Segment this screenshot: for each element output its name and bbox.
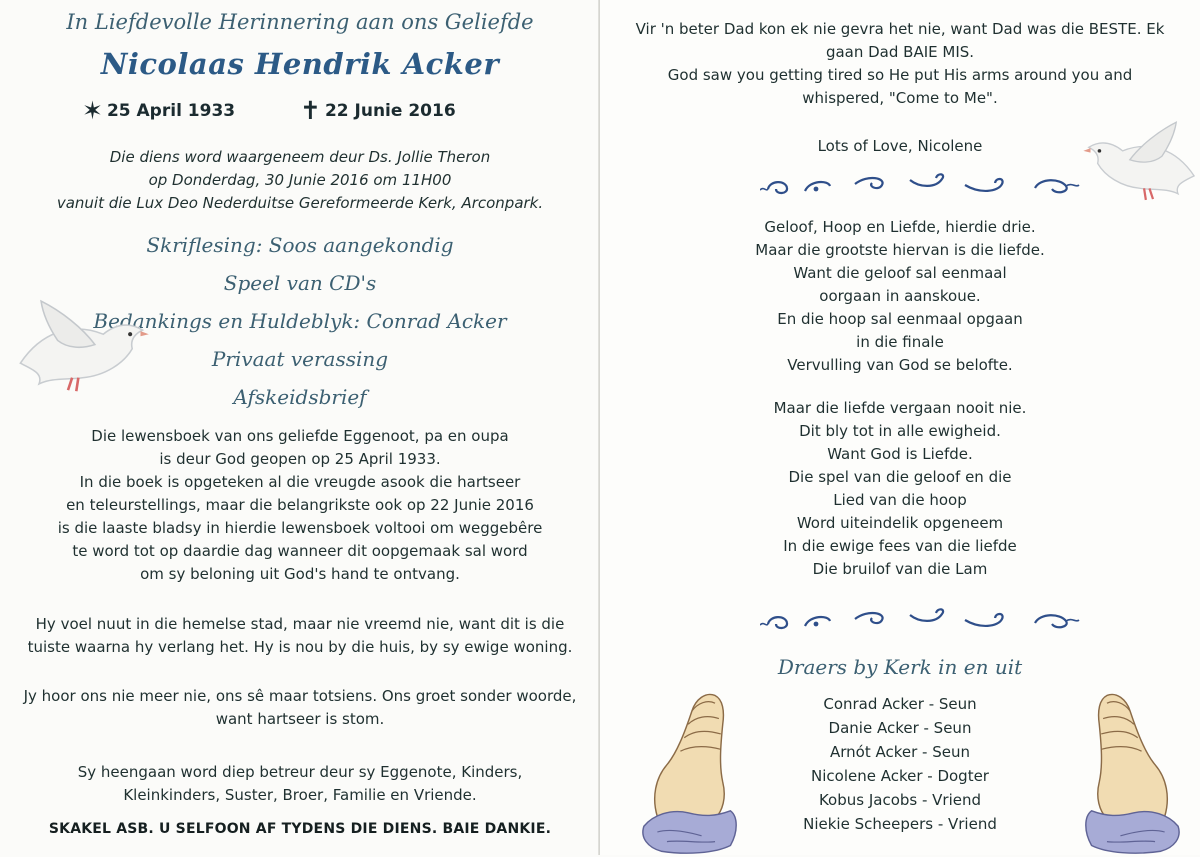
text-line: In die boek is opgeteken al die vreugde asook die hartseer — [79, 473, 521, 491]
cross-icon: ✝ — [300, 96, 321, 125]
program-item: Skriflesing: Soos aangekondig — [146, 233, 454, 257]
bearers-heading: Draers by Kerk in en uit — [777, 655, 1023, 679]
bearer-item: Conrad Acker - Seun — [823, 695, 977, 713]
text-line: te word tot op daardie dag wanneer dit oopgemaak sal word — [72, 542, 528, 560]
swirl-flourish — [760, 172, 1080, 202]
text-line: want hartseer is stom. — [215, 710, 385, 728]
poem-line: Dit bly tot in alle ewigheid. — [799, 422, 1001, 440]
life-book-paragraph — [0, 425, 600, 586]
dove-icon — [1078, 98, 1200, 218]
farewell-paragraph — [0, 685, 600, 731]
phone-notice: SKAKEL ASB. U SELFOON AF TYDENS DIE DIENS. BAIE DANKIE. — [48, 821, 552, 837]
right-page — [600, 0, 1200, 855]
text-line: is die laaste bladsy in hierdie lewensboek voltooi om weggebêre — [57, 519, 543, 537]
poem-line: Die spel van die geloof en die — [788, 468, 1012, 486]
poem-line: Want God is Liefde. — [827, 445, 973, 463]
dove-icon — [10, 285, 155, 400]
text-line: om sy beloning uit God's hand te ontvang. — [140, 565, 460, 583]
poem-stanza-2 — [600, 397, 1200, 581]
program-item: Afskeidsbrief — [233, 385, 367, 409]
service-details — [0, 146, 600, 215]
program-item: Privaat verassing — [211, 347, 389, 371]
text-line: en teleurstellings, maar die belangrikste ook op 22 Junie 2016 — [66, 496, 534, 514]
text-line: is deur God geopen op 25 April 1933. — [159, 450, 441, 468]
signoff: Lots of Love, Nicolene — [817, 137, 983, 155]
letter-to-dad — [600, 18, 1200, 110]
service-line: Die diens word waargeneem deur Ds. Jollie Theron — [109, 148, 491, 166]
poem-stanza-1 — [600, 216, 1200, 377]
memorial-heading: In Liefdevolle Herinnering aan ons Geliefde — [66, 10, 534, 34]
program-item: Bedankings en Huldeblyk: Conrad Acker — [93, 309, 507, 333]
bearer-item: Danie Acker - Seun — [828, 719, 972, 737]
bearer-item: Niekie Scheepers - Vriend — [803, 815, 997, 833]
left-page — [0, 0, 600, 855]
poem-line: En die hoop sal eenmaal opgaan — [777, 310, 1023, 328]
praying-hands-icon — [636, 682, 746, 857]
poem-line: Lied van die hoop — [833, 491, 967, 509]
poem-line: in die finale — [856, 333, 944, 351]
bearer-item: Nicolene Acker - Dogter — [811, 767, 989, 785]
text-line: Jy hoor ons nie meer nie, ons sê maar totsiens. Ons groet sonder woorde, — [23, 687, 577, 705]
swirl-flourish — [760, 607, 1080, 637]
birth-date: 25 April 1933 — [106, 101, 236, 121]
text-line: tuiste waarna hy verlang het. Hy is nou by die huis, by sy ewige woning. — [27, 638, 573, 656]
poem-line: Maar die grootste hiervan is die liefde. — [755, 241, 1045, 259]
mourners-paragraph — [0, 761, 600, 807]
star-icon: ✶ — [82, 96, 103, 125]
deceased-name: Nicolaas Hendrik Acker — [100, 47, 500, 81]
poem-line: Die bruilof van die Lam — [812, 560, 988, 578]
bearer-item: Kobus Jacobs - Vriend — [818, 791, 982, 809]
bearer-item: Arnót Acker - Seun — [829, 743, 970, 761]
praying-hands-icon — [1076, 682, 1186, 857]
service-line: vanuit die Lux Deo Nederduitse Gereformeerde Kerk, Arconpark. — [56, 194, 544, 212]
birth-date-row — [82, 96, 235, 125]
poem-line: oorgaan in aanskoue. — [819, 287, 981, 305]
text-line: Vir 'n beter Dad kon ek nie gevra het nie, want Dad was die BESTE. Ek — [635, 20, 1165, 38]
program-item: Speel van CD's — [223, 271, 377, 295]
text-line: Hy voel nuut in die hemelse stad, maar nie vreemd nie, want dit is die — [35, 615, 565, 633]
heavenly-city-paragraph — [0, 613, 600, 659]
poem-line: Geloof, Hoop en Liefde, hierdie drie. — [764, 218, 1036, 236]
text-line: God saw you getting tired so He put His arms around you and — [667, 66, 1133, 84]
text-line: Die lewensboek van ons geliefde Eggenoot, pa en oupa — [91, 427, 509, 445]
text-line: Sy heengaan word diep betreur deur sy Eggenote, Kinders, — [77, 763, 523, 781]
death-date-row — [300, 96, 456, 125]
death-date: 22 Junie 2016 — [324, 101, 456, 121]
poem-line: Want die geloof sal eenmaal — [793, 264, 1007, 282]
text-line: Kleinkinders, Suster, Broer, Familie en Vriende. — [123, 786, 477, 804]
poem-line: Maar die liefde vergaan nooit nie. — [773, 399, 1027, 417]
text-line: whispered, "Come to Me". — [802, 89, 998, 107]
text-line: gaan Dad BAIE MIS. — [825, 43, 975, 61]
poem-line: Word uiteindelik opgeneem — [796, 514, 1004, 532]
service-line: op Donderdag, 30 Junie 2016 om 11H00 — [148, 171, 452, 189]
poem-line: In die ewige fees van die liefde — [783, 537, 1017, 555]
poem-line: Vervulling van God se belofte. — [787, 356, 1013, 374]
